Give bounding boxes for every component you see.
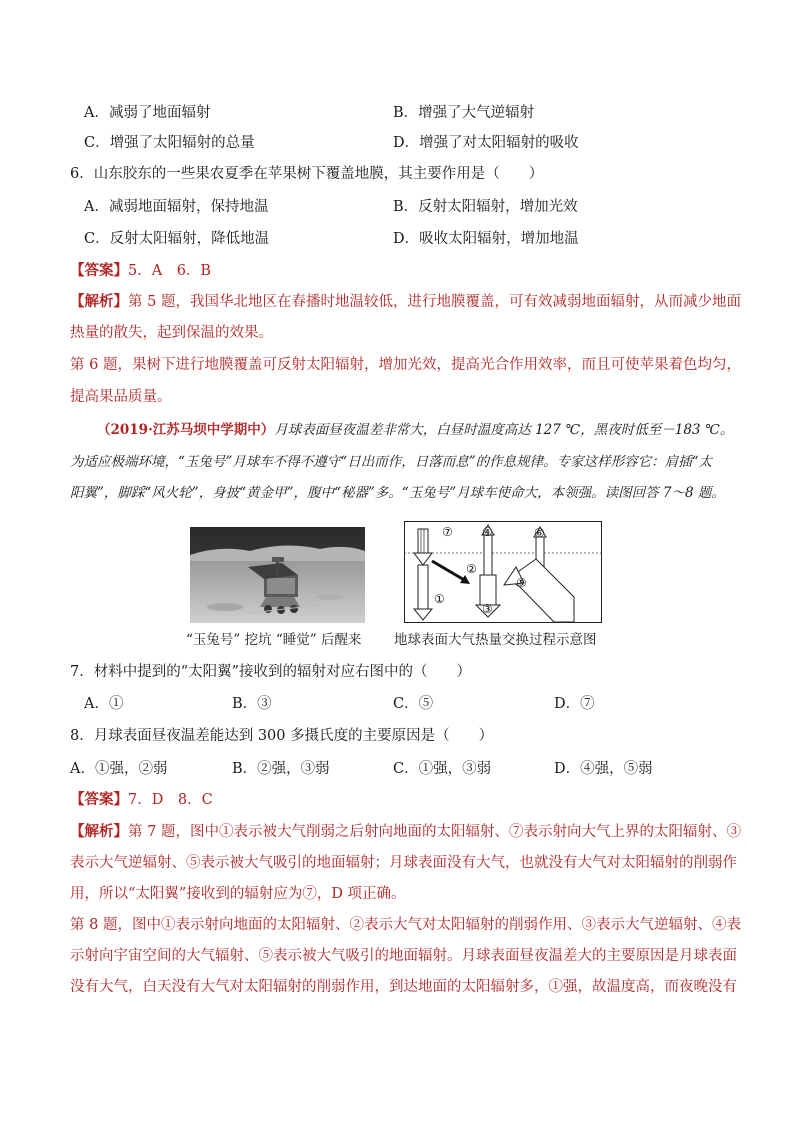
label-3: ③	[482, 602, 493, 616]
q5-option-a: A．减弱了地面辐射	[84, 105, 211, 121]
q6-option-b: B．反射太阳辐射，增加光效	[393, 199, 578, 215]
analysis-2-line-1	[70, 822, 741, 842]
label-2: ②	[466, 562, 477, 576]
q8-option-c: C．①强，③弱	[393, 761, 492, 777]
q7-option-a: A．①	[84, 696, 124, 712]
analysis-label: 【解析】	[70, 293, 128, 310]
analysis-label: 【解析】	[70, 823, 128, 840]
q8-option-d: D．④强，⑤弱	[554, 761, 653, 777]
material-text-1: 月球表面昼夜温差非常大，白昼时温度高达 127 ℃，黑夜时低至－183 ℃。	[274, 422, 734, 438]
q5-option-d: D．增强了对太阳辐射的吸收	[393, 135, 579, 151]
q7-option-b: B．③	[232, 696, 272, 712]
q6-stem: 6．山东胶东的一些果农夏季在苹果树下覆盖地膜，其主要作用是（ ）	[70, 166, 544, 182]
diagram-caption: 地球表面大气热量交换过程示意图	[394, 632, 597, 648]
analysis-2-text-1: 第 7 题，图中①表示被大气削弱之后射向地面的太阳辐射、⑦表示射向大气上界的太阳辐射、③	[128, 824, 741, 840]
answer-label: 【答案】	[70, 262, 128, 279]
q5-option-b: B．增强了大气逆辐射	[393, 105, 535, 121]
material-line-2: 为适应极端环境，“玉兔号”月球车不得不遵守“日出而作，日落而息”的作息规律。专家这样形容它：肩插“太	[70, 454, 713, 470]
q7-option-d: D．⑦	[554, 696, 595, 712]
q6-option-a: A．减弱地面辐射，保持地温	[84, 199, 269, 215]
answer-text: 5．A 6．B	[128, 263, 212, 279]
answer-1	[70, 261, 211, 281]
answer-text: 7．D 8．C	[128, 792, 213, 808]
analysis-2-line-2: 表示大气逆辐射、⑤表示被大气吸引的地面辐射；月球表面没有大气，也就没有大气对太阳辐射的削弱作	[70, 855, 737, 871]
material-source: （2019·江苏马坝中学期中）	[97, 422, 275, 438]
lunar-rover-photo	[190, 527, 365, 623]
analysis-2-line-3: 用，所以“太阳翼”接收到的辐射应为⑦，D 项正确。	[70, 886, 406, 902]
label-4: ④	[482, 525, 493, 539]
answer-2	[70, 790, 213, 810]
analysis-1-text-1: 第 5 题，我国华北地区在春播时地温较低，进行地膜覆盖，可有效减弱地面辐射，从而减少地面	[128, 294, 741, 310]
analysis-1-line-1	[70, 292, 741, 312]
label-5: ⑤	[516, 576, 527, 590]
answer-label: 【答案】	[70, 791, 128, 808]
heat-exchange-diagram	[404, 521, 602, 623]
q7-stem: 7．材料中提到的“太阳翼”接收到的辐射对应右图中的（ ）	[70, 664, 472, 680]
analysis-2-line-4: 第 8 题，图中①表示射向地面的太阳辐射、②表示大气对太阳辐射的削弱作用、③表示大气逆辐射、④表	[70, 917, 741, 933]
q6-option-d: D．吸收太阳辐射，增加地温	[393, 231, 579, 247]
q8-option-b: B．②强，③弱	[232, 761, 330, 777]
analysis-2-line-6: 没有大气，白天没有大气对太阳辐射的削弱作用，到达地面的太阳辐射多，①强，故温度高，而夜晚没有	[70, 979, 737, 995]
q8-stem: 8．月球表面昼夜温差能达到 300 多摄氏度的主要原因是（ ）	[70, 728, 494, 744]
q5-option-c: C．增强了太阳辐射的总量	[84, 135, 255, 151]
analysis-1-line-2: 热量的散失，起到保温的效果。	[70, 325, 273, 341]
label-1: ①	[434, 592, 445, 606]
label-7: ⑦	[442, 525, 453, 539]
q8-option-a: A．①强，②弱	[70, 761, 168, 777]
material-line-1	[97, 420, 733, 440]
analysis-1-line-4: 提高果品质量。	[70, 389, 172, 405]
analysis-2-line-5: 示射向宇宙空间的大气辐射、⑤表示被大气吸引的地面辐射。月球表面昼夜温差大的主要原因是月球表面	[70, 948, 737, 964]
label-6: ⑥	[534, 526, 545, 540]
q7-option-c: C．⑤	[393, 696, 434, 712]
analysis-1-line-3: 第 6 题，果树下进行地膜覆盖可反射太阳辐射，增加光效，提高光合作用效率，而且可使苹果着色均匀，	[70, 357, 741, 373]
material-line-3: 阳翼”，脚踩“风火轮”，身披“黄金甲”，腹中“秘器”多。“玉兔号”月球车使命大，本领强。读图回答 7～8 题。	[70, 485, 725, 501]
q6-option-c: C．反射太阳辐射，降低地温	[84, 231, 270, 247]
photo-caption: “玉兔号” 挖坑 “睡觉” 后醒来	[186, 632, 362, 648]
